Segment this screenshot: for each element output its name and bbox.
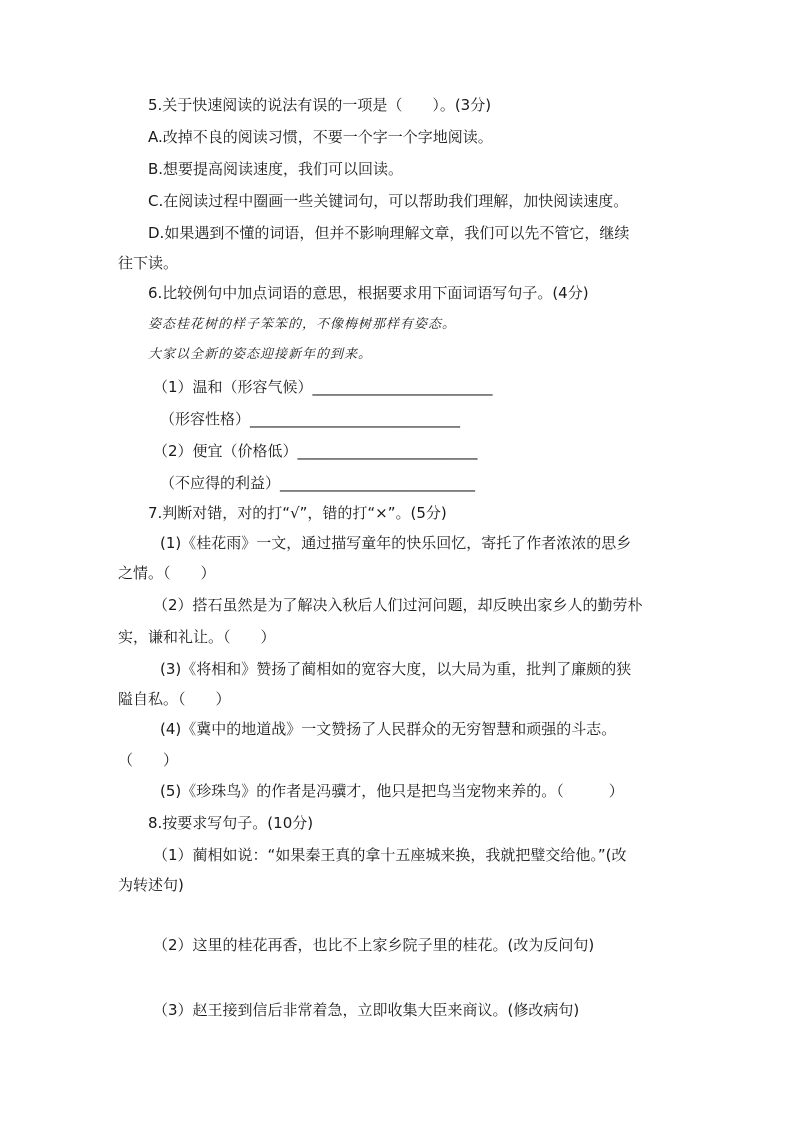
q7-item-4-line1: (4)《冀中的地道战》一文赞扬了人民群众的无穷智慧和顽强的斗志。 <box>160 720 617 738</box>
q7-item-1-line1: (1)《桂花雨》一文，通过描写童年的快乐回忆，寄托了作者浓浓的思乡 <box>160 534 632 552</box>
q5-option-a: A.改掉不良的阅读习惯，不要一个字一个字地阅读。 <box>148 128 493 146</box>
q7-item-1-line2: 之情。（ ） <box>118 564 216 582</box>
q7-item-3-line1: (3)《将相和》赞扬了蔺相如的宽容大度，以大局为重，批判了廉颇的狭 <box>160 660 632 678</box>
q8-stem: 8.按要求写句子。(10分) <box>148 814 314 832</box>
q7-item-4-line2: （ ） <box>118 751 179 769</box>
q6-stem: 6.比较例句中加点词语的意思，根据要求用下面词语写句子。(4分) <box>148 284 589 302</box>
q7-item-2-line1: （2）搭石虽然是为了解决入秋后人们过河问题，却反映出家乡人的勤劳朴 <box>153 596 643 614</box>
q8-item-3: （3）赵王接到信后非常着急，立即收集大臣来商议。(修改病句) <box>153 1001 580 1019</box>
q8-item-1-line1: （1）蔺相如说：“如果秦王真的拿十五座城来换，我就把璧交给他。”(改 <box>153 846 627 864</box>
q6-answer-line-4[interactable]: （不应得的利益）__________________________ <box>160 474 476 492</box>
q7-stem: 7.判断对错，对的打“√”，错的打“×”。(5分) <box>148 504 447 522</box>
q6-answer-line-2[interactable]: （形容性格）____________________________ <box>160 410 461 428</box>
q6-example-2: 大家以全新的姿态迎接新年的到来。 <box>148 347 373 362</box>
q5-option-c: C.在阅读过程中圈画一些关键词句，可以帮助我们理解，加快阅读速度。 <box>148 192 629 210</box>
q6-answer-line-3[interactable]: （2）便宜（价格低）________________________ <box>153 442 478 460</box>
q8-item-1-line2: 为转述句) <box>118 876 184 894</box>
q6-example-1: 姿态桂花树的样子笨笨的，不像梅树那样有姿态。 <box>148 317 457 332</box>
q6-answer-line-1[interactable]: （1）温和（形容气候）________________________ <box>153 378 493 396</box>
q7-item-2-line2: 实，谦和礼让。（ ） <box>118 628 276 646</box>
q5-option-d-line1: D.如果遇到不懂的词语，但并不影响理解文章，我们可以先不管它，继续 <box>148 224 630 242</box>
q7-item-3-line2: 隘自私。（ ） <box>118 690 231 708</box>
q5-stem: 5.关于快速阅读的说法有误的一项是（ ）。(3分) <box>148 96 492 114</box>
q8-item-2: （2）这里的桂花再香，也比不上家乡院子里的桂花。(改为反问句) <box>153 936 595 954</box>
q5-option-b: B.想要提高阅读速度，我们可以回读。 <box>148 160 404 178</box>
q5-option-d-line2: 往下读。 <box>118 254 179 272</box>
q7-item-5: (5)《珍珠鸟》的作者是冯骥才，他只是把鸟当宠物来养的。（ ） <box>160 782 624 800</box>
